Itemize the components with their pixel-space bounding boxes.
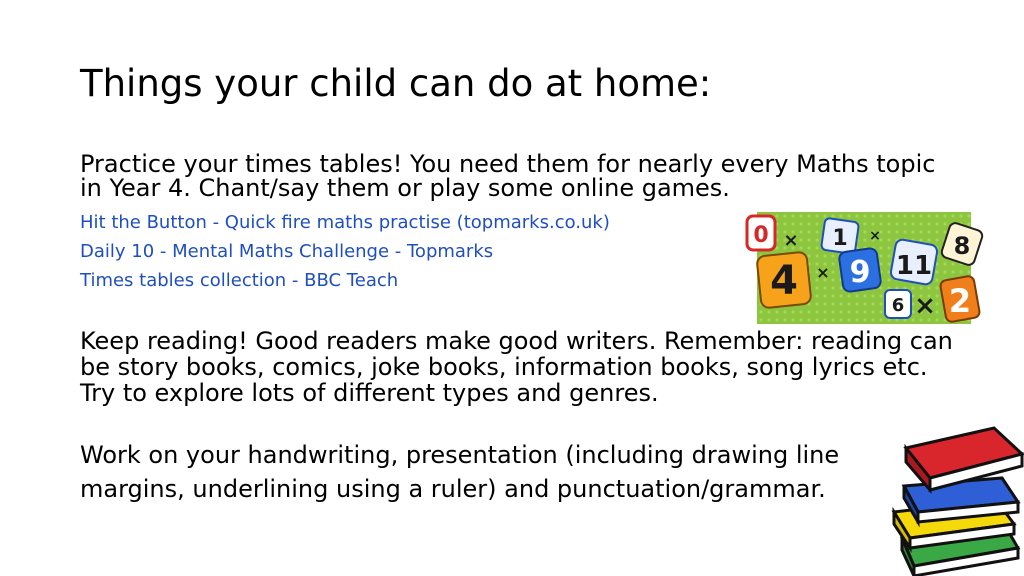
svg-text:1: 1 [832,226,848,251]
times-tables-paragraph: Practice your times tables! You need them for nearly every Maths topic in Year 4. Chant/say them or play some online games. [80,150,936,202]
tile-0 [747,216,775,250]
tile-times-4: × [914,291,936,321]
tile-times-3: × [816,263,830,282]
svg-text:6: 6 [891,295,905,316]
stack-of-books-icon [884,420,1024,576]
links-list [80,208,610,295]
handwriting-paragraph: Work on your handwriting, presentation (including drawing line margins, underlining using a ruler) and punctuation/grammar. [80,441,840,503]
tile-9 [838,248,881,293]
slide-title: Things your child can do at home: [80,62,712,105]
svg-text:9: 9 [849,255,871,290]
tile-1 [821,218,859,254]
tile-4 [756,252,811,309]
maths-tiles-image [753,212,972,324]
link-hit-the-button[interactable]: Hit the Button - Quick fire maths practise (topmarks.co.uk) [80,212,610,233]
reading-paragraph: Keep reading! Good readers make good writers. Remember: reading can be story books, comics, joke books, information books, song lyrics etc. Try to explore lots of different types and genres. [80,327,953,407]
tile-times-1: × [783,230,799,251]
svg-text:8: 8 [953,232,971,260]
svg-text:11: 11 [895,251,933,281]
link-daily-10[interactable]: Daily 10 - Mental Maths Challenge - Topmarks [80,241,494,262]
tile-times-2: × [869,228,881,244]
link-bbc-teach[interactable]: Times tables collection - BBC Teach [80,270,399,291]
tile-6 [885,290,911,318]
svg-text:2: 2 [948,282,972,320]
svg-text:4: 4 [770,258,798,304]
svg-text:0: 0 [753,223,769,248]
tile-2 [940,275,981,322]
tile-11 [890,239,938,286]
